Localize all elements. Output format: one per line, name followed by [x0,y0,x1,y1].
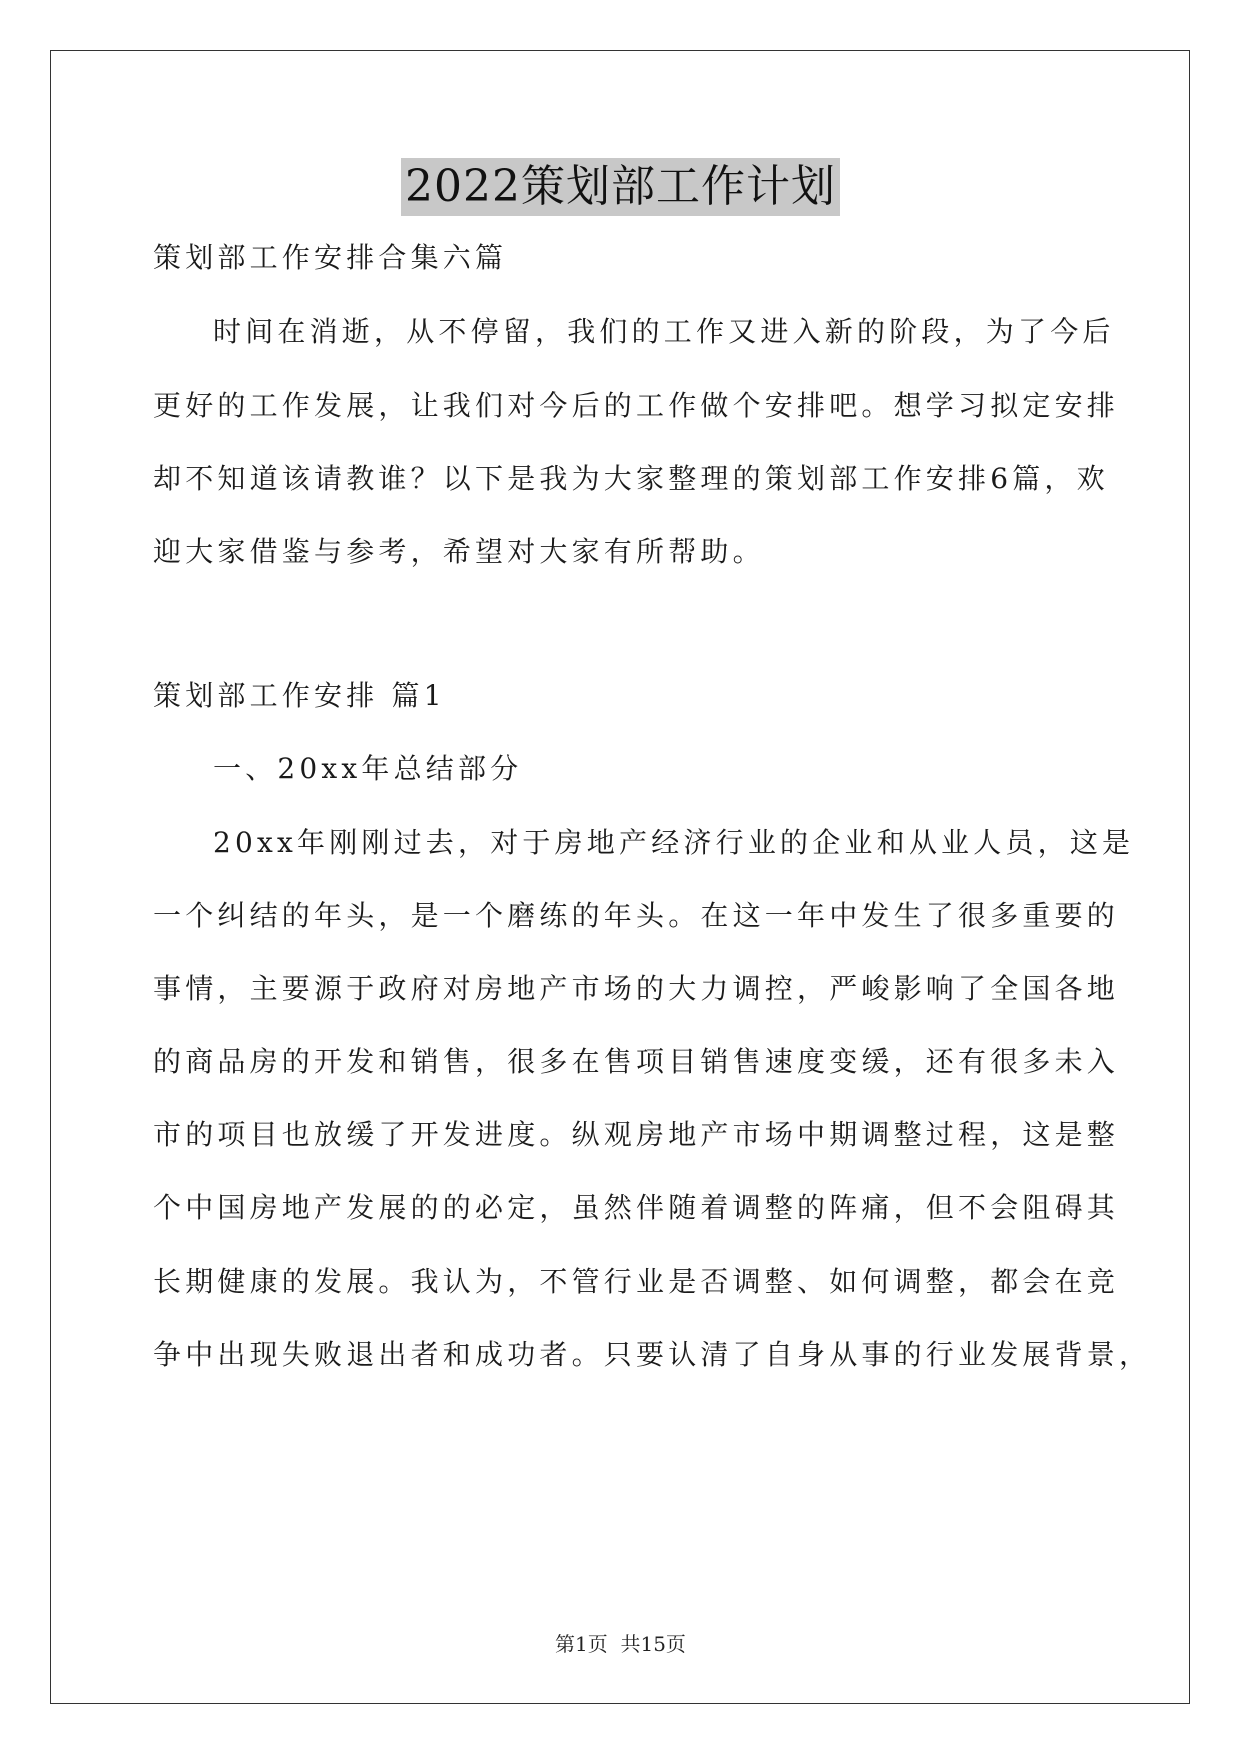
body-line-4: 的商品房的开发和销售，很多在售项目销售速度变缓，还有很多未入 [153,1045,1120,1078]
body-line-5: 市的项目也放缓了开发进度。纵观房地产市场中期调整过程，这是整 [153,1118,1120,1151]
document-title: 2022策划部工作计划 [401,158,840,216]
intro-line-3: 却不知道该请教谁？以下是我为大家整理的策划部工作安排6篇，欢 [153,462,1109,495]
sub-heading: 一、20xx年总结部分 [213,752,523,785]
title-block [0,158,1241,216]
body-line-7: 长期健康的发展。我认为，不管行业是否调整、如何调整，都会在竞 [153,1265,1120,1298]
page-number-label: 第1页 共15页 [555,1632,686,1656]
section-heading: 策划部工作安排 篇1 [153,679,446,712]
body-line-6: 个中国房地产发展的的必定，虽然伴随着调整的阵痛，但不会阻碍其 [153,1191,1120,1224]
body-line-2: 一个纠结的年头，是一个磨练的年头。在这一年中发生了很多重要的 [153,899,1120,932]
body-line-8: 争中出现失败退出者和成功者。只要认清了自身从事的行业发展背景， [153,1338,1152,1371]
page-footer [0,1630,1241,1658]
intro-line-2: 更好的工作发展，让我们对今后的工作做个安排吧。想学习拟定安排 [153,389,1120,422]
page-border [50,50,1190,1704]
body-line-1: 20xx年刚刚过去，对于房地产经济行业的企业和从业人员，这是 [213,826,1135,859]
body-line-3: 事情，主要源于政府对房地产市场的大力调控，严峻影响了全国各地 [153,972,1120,1005]
intro-line-4: 迎大家借鉴与参考，希望对大家有所帮助。 [153,535,765,568]
document-subtitle: 策划部工作安排合集六篇 [153,241,508,274]
intro-line-1: 时间在消逝，从不停留，我们的工作又进入新的阶段，为了今后 [213,315,1115,348]
